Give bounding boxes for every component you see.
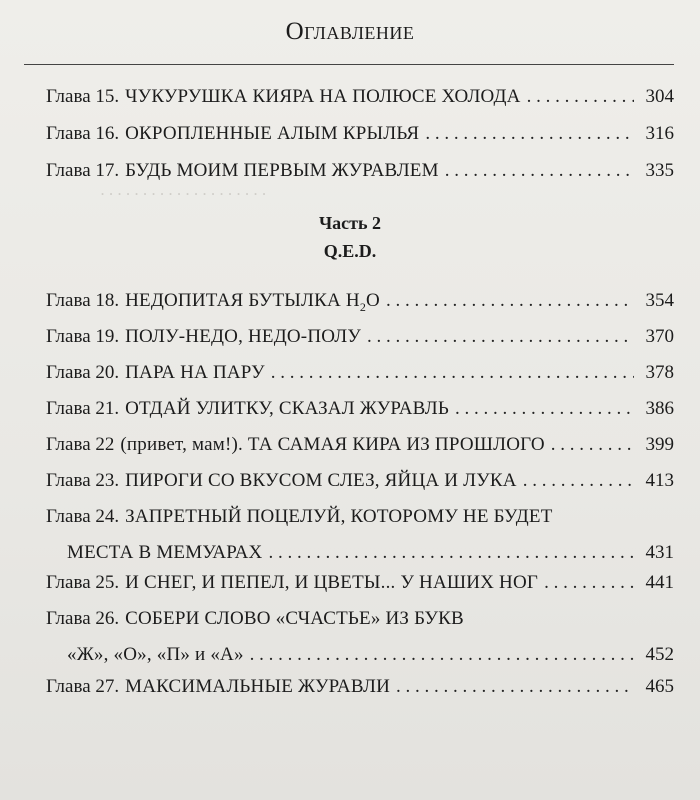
- chapter-number: Глава 22: [46, 434, 115, 455]
- dot-leader: [386, 288, 634, 314]
- toc-entry[interactable]: [46, 158, 674, 184]
- chapter-title: ПИРОГИ СО ВКУСОМ СЛЕЗ, ЯЙЦА И ЛУКА: [125, 470, 517, 491]
- page-number: 335: [645, 160, 674, 181]
- chapter-title-main: НЕДОПИТАЯ БУТЫЛКА H: [125, 290, 360, 311]
- chapter-number: Глава 17.: [46, 160, 120, 181]
- page-number: 386: [645, 398, 674, 419]
- chapter-number: Глава 20.: [46, 362, 120, 383]
- chapter-title: (привет, мам!). ТА САМАЯ КИРА ИЗ ПРОШЛОГО: [120, 434, 545, 455]
- page-number: 354: [645, 290, 674, 311]
- page-number: 370: [645, 326, 674, 347]
- page-number: 413: [645, 470, 674, 491]
- chapter-title-continuation: МЕСТА В МЕМУАРАХ: [67, 542, 263, 563]
- dot-leader: [544, 570, 634, 596]
- dot-leader: [367, 324, 634, 350]
- dot-leader: [268, 540, 634, 566]
- chapter-title-end: O: [366, 290, 380, 311]
- chapter-title: СОБЕРИ СЛОВО «СЧАСТЬЕ» ИЗ БУКВ: [125, 608, 464, 629]
- dot-leader: [527, 84, 634, 110]
- chapter-title-continuation: «Ж», «О», «П» и «А»: [67, 644, 244, 665]
- toc-entry[interactable]: [46, 606, 674, 668]
- chapter-number: Глава 25.: [46, 572, 120, 593]
- chapter-title: ОТДАЙ УЛИТКУ, СКАЗАЛ ЖУРАВЛЬ: [125, 398, 449, 419]
- toc-entry[interactable]: [46, 570, 674, 596]
- toc-entry[interactable]: [46, 504, 674, 566]
- chapter-number: Глава 24.: [46, 506, 120, 527]
- dot-leader: [250, 642, 634, 668]
- chapter-number: Глава 19.: [46, 326, 120, 347]
- toc-entry[interactable]: [46, 360, 674, 386]
- chapter-title: ПОЛУ-НЕДО, НЕДО-ПОЛУ: [125, 326, 361, 347]
- chapter-title-subscript: 2: [359, 299, 367, 314]
- dot-leader: [455, 396, 634, 422]
- page-number: 441: [645, 572, 674, 593]
- dot-leader: [425, 121, 634, 147]
- toc-entry[interactable]: [46, 324, 674, 350]
- chapter-number: Глава 26.: [46, 608, 120, 629]
- chapter-number: Глава 15.: [46, 86, 120, 107]
- dot-leader: [523, 468, 634, 494]
- page-number: 316: [645, 123, 674, 144]
- dot-leader: [445, 158, 634, 184]
- dot-leader: [551, 432, 634, 458]
- chapter-number: Глава 16.: [46, 123, 120, 144]
- part-subtitle: Q.E.D.: [323, 241, 377, 261]
- page-number: 304: [645, 86, 674, 107]
- dot-leader: [396, 674, 634, 700]
- header-rule: [24, 64, 674, 65]
- chapter-title: [125, 288, 380, 320]
- toc-entry[interactable]: [46, 84, 674, 110]
- toc-entry[interactable]: [46, 674, 674, 700]
- chapter-title: МАКСИМАЛЬНЫЕ ЖУРАВЛИ: [125, 676, 391, 697]
- page-number: 378: [645, 362, 674, 383]
- dot-leader: [271, 360, 634, 386]
- chapter-title: ОКРОПЛЕННЫЕ АЛЫМ КРЫЛЬЯ: [125, 123, 420, 144]
- toc-entry[interactable]: [46, 432, 674, 458]
- show-through-text: . . . . . . . . . . . . . . . . . . . .: [100, 180, 266, 199]
- page-number: 431: [645, 542, 674, 563]
- chapter-number: Глава 23.: [46, 470, 120, 491]
- chapter-title: БУДЬ МОИМ ПЕРВЫМ ЖУРАВЛЕМ: [125, 160, 439, 181]
- chapter-title: ЧУКУРУШКА КИЯРА НА ПОЛЮСЕ ХОЛОДА: [125, 86, 521, 107]
- chapter-number: Глава 21.: [46, 398, 120, 419]
- chapter-title: ПАРА НА ПАРУ: [125, 362, 265, 383]
- page-number: 465: [645, 676, 674, 697]
- page-number: 399: [645, 434, 674, 455]
- toc-entry[interactable]: [46, 396, 674, 422]
- chapter-title: ЗАПРЕТНЫЙ ПОЦЕЛУЙ, КОТОРОМУ НЕ БУДЕТ: [125, 506, 553, 527]
- chapter-title: И СНЕГ, И ПЕПЕЛ, И ЦВЕТЫ... У НАШИХ НОГ: [125, 572, 539, 593]
- chapter-number: Глава 18.: [46, 290, 120, 311]
- page-number: 452: [645, 644, 674, 665]
- page-title: Оглавление: [285, 18, 415, 45]
- toc-entry[interactable]: [46, 468, 674, 494]
- toc-entry[interactable]: [46, 121, 674, 147]
- toc-entry[interactable]: [46, 288, 674, 320]
- part-label: Часть 2: [318, 213, 382, 233]
- chapter-number: Глава 27.: [46, 676, 120, 697]
